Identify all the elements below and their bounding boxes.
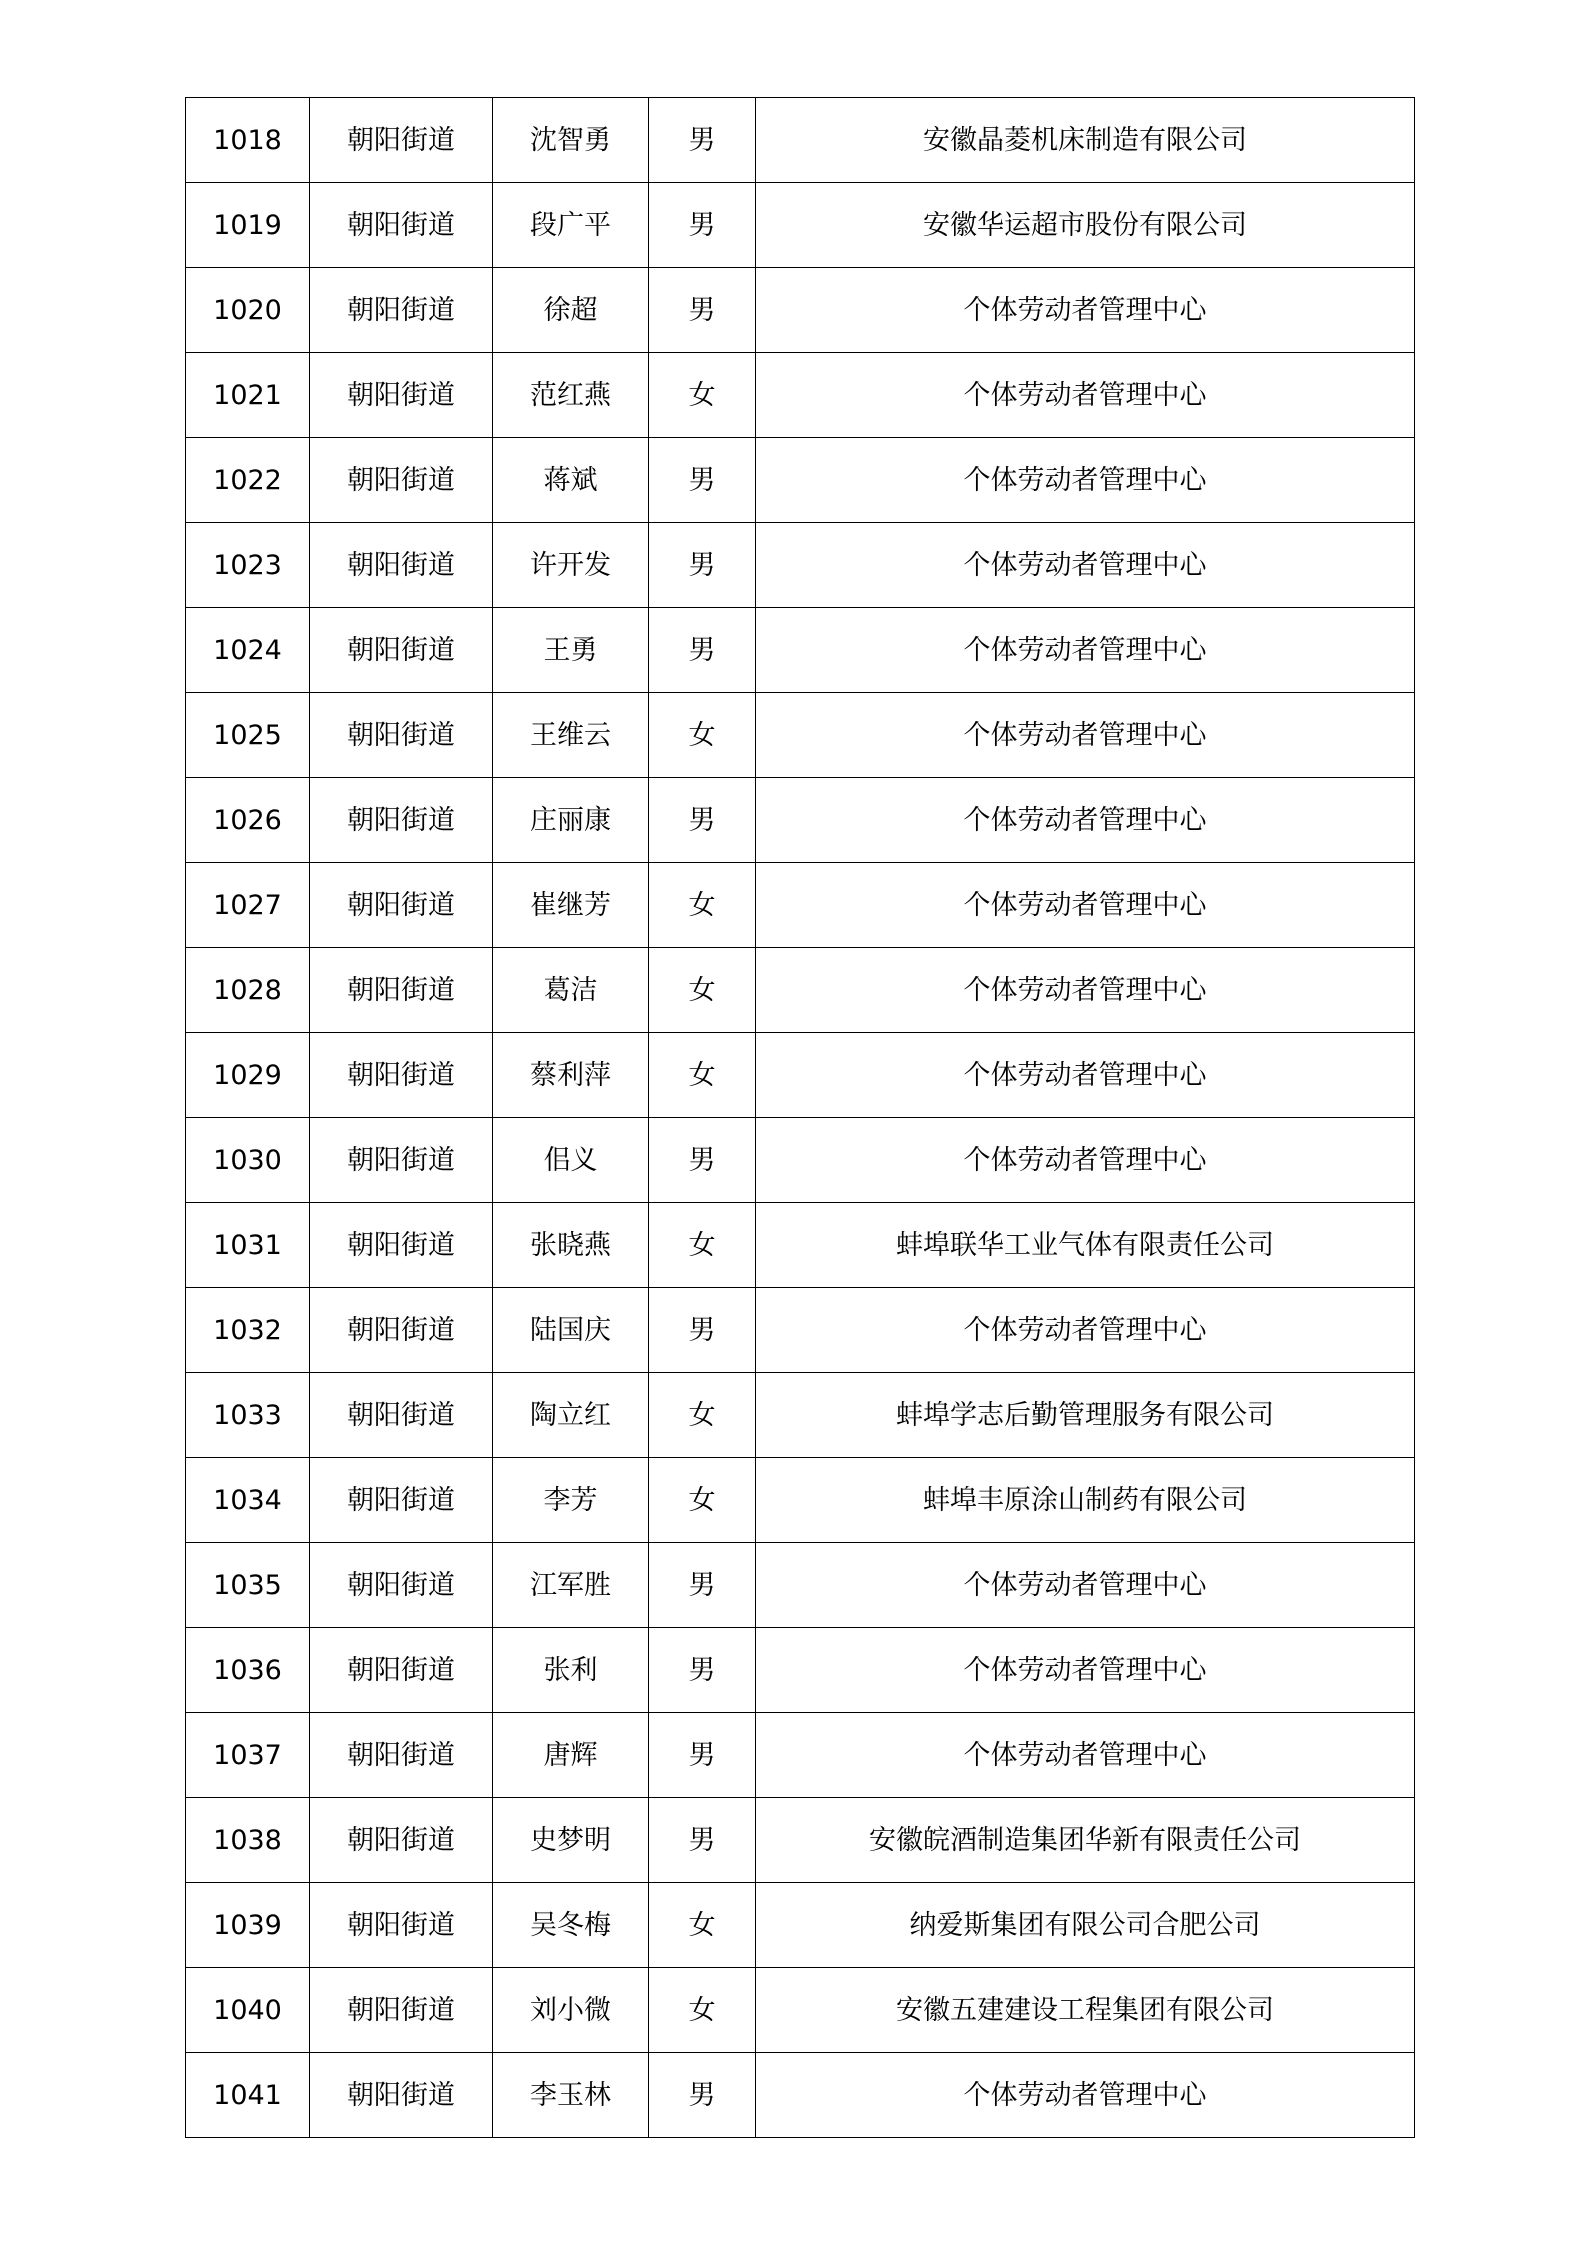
serial-number-cell: 1034 — [186, 1458, 310, 1543]
person-name-cell: 张晓燕 — [493, 1203, 649, 1288]
street-cell: 朝阳街道 — [310, 2053, 493, 2138]
serial-number-cell: 1023 — [186, 523, 310, 608]
gender-cell: 男 — [649, 1628, 756, 1713]
street-cell: 朝阳街道 — [310, 693, 493, 778]
serial-number-cell: 1038 — [186, 1798, 310, 1883]
street-cell: 朝阳街道 — [310, 1373, 493, 1458]
person-name-cell: 沈智勇 — [493, 98, 649, 183]
person-name-cell: 史梦明 — [493, 1798, 649, 1883]
gender-cell: 女 — [649, 1203, 756, 1288]
table-row — [186, 1203, 1415, 1288]
person-name-cell: 徐超 — [493, 268, 649, 353]
serial-number-cell: 1021 — [186, 353, 310, 438]
table-row — [186, 778, 1415, 863]
person-name-cell: 刘小微 — [493, 1968, 649, 2053]
table-row — [186, 1118, 1415, 1203]
gender-cell: 男 — [649, 98, 756, 183]
table-row — [186, 948, 1415, 1033]
gender-cell: 男 — [649, 608, 756, 693]
table-row — [186, 693, 1415, 778]
table-row — [186, 863, 1415, 948]
employer-cell: 安徽晶菱机床制造有限公司 — [756, 98, 1415, 183]
street-cell: 朝阳街道 — [310, 1033, 493, 1118]
street-cell: 朝阳街道 — [310, 1883, 493, 1968]
table-row — [186, 1543, 1415, 1628]
serial-number-cell: 1019 — [186, 183, 310, 268]
person-name-cell: 陆国庆 — [493, 1288, 649, 1373]
street-cell: 朝阳街道 — [310, 608, 493, 693]
table-row — [186, 523, 1415, 608]
gender-cell: 男 — [649, 438, 756, 523]
employer-cell: 个体劳动者管理中心 — [756, 1713, 1415, 1798]
gender-cell: 女 — [649, 1033, 756, 1118]
street-cell: 朝阳街道 — [310, 778, 493, 863]
employer-cell: 蚌埠丰原涂山制药有限公司 — [756, 1458, 1415, 1543]
person-name-cell: 李芳 — [493, 1458, 649, 1543]
employer-cell: 个体劳动者管理中心 — [756, 693, 1415, 778]
gender-cell: 女 — [649, 693, 756, 778]
street-cell: 朝阳街道 — [310, 1543, 493, 1628]
serial-number-cell: 1020 — [186, 268, 310, 353]
gender-cell: 男 — [649, 1798, 756, 1883]
serial-number-cell: 1032 — [186, 1288, 310, 1373]
table-row — [186, 268, 1415, 353]
street-cell: 朝阳街道 — [310, 98, 493, 183]
gender-cell: 女 — [649, 1968, 756, 2053]
street-cell: 朝阳街道 — [310, 863, 493, 948]
street-cell: 朝阳街道 — [310, 268, 493, 353]
street-cell: 朝阳街道 — [310, 1628, 493, 1713]
street-cell: 朝阳街道 — [310, 1458, 493, 1543]
person-name-cell: 蔡利萍 — [493, 1033, 649, 1118]
employer-cell: 蚌埠联华工业气体有限责任公司 — [756, 1203, 1415, 1288]
employer-cell: 蚌埠学志后勤管理服务有限公司 — [756, 1373, 1415, 1458]
table-row — [186, 1288, 1415, 1373]
employer-cell: 个体劳动者管理中心 — [756, 268, 1415, 353]
employer-cell: 安徽华运超市股份有限公司 — [756, 183, 1415, 268]
gender-cell: 男 — [649, 1118, 756, 1203]
gender-cell: 女 — [649, 1883, 756, 1968]
serial-number-cell: 1027 — [186, 863, 310, 948]
serial-number-cell: 1039 — [186, 1883, 310, 1968]
table-row — [186, 1458, 1415, 1543]
street-cell: 朝阳街道 — [310, 353, 493, 438]
table-row — [186, 2053, 1415, 2138]
serial-number-cell: 1024 — [186, 608, 310, 693]
roster-table — [185, 97, 1415, 2138]
street-cell: 朝阳街道 — [310, 1713, 493, 1798]
employer-cell: 个体劳动者管理中心 — [756, 778, 1415, 863]
gender-cell: 女 — [649, 863, 756, 948]
employer-cell: 个体劳动者管理中心 — [756, 608, 1415, 693]
person-name-cell: 吴冬梅 — [493, 1883, 649, 1968]
gender-cell: 男 — [649, 268, 756, 353]
employer-cell: 个体劳动者管理中心 — [756, 353, 1415, 438]
street-cell: 朝阳街道 — [310, 948, 493, 1033]
employer-cell: 个体劳动者管理中心 — [756, 948, 1415, 1033]
gender-cell: 男 — [649, 1288, 756, 1373]
street-cell: 朝阳街道 — [310, 523, 493, 608]
person-name-cell: 王维云 — [493, 693, 649, 778]
serial-number-cell: 1026 — [186, 778, 310, 863]
gender-cell: 男 — [649, 183, 756, 268]
serial-number-cell: 1035 — [186, 1543, 310, 1628]
serial-number-cell: 1036 — [186, 1628, 310, 1713]
person-name-cell: 段广平 — [493, 183, 649, 268]
person-name-cell: 崔继芳 — [493, 863, 649, 948]
person-name-cell: 李玉林 — [493, 2053, 649, 2138]
gender-cell: 男 — [649, 523, 756, 608]
person-name-cell: 张利 — [493, 1628, 649, 1713]
gender-cell: 男 — [649, 2053, 756, 2138]
table-row — [186, 1033, 1415, 1118]
table-row — [186, 1968, 1415, 2053]
street-cell: 朝阳街道 — [310, 1968, 493, 2053]
table-row — [186, 1628, 1415, 1713]
table-row — [186, 1373, 1415, 1458]
serial-number-cell: 1031 — [186, 1203, 310, 1288]
street-cell: 朝阳街道 — [310, 1203, 493, 1288]
employer-cell: 个体劳动者管理中心 — [756, 863, 1415, 948]
street-cell: 朝阳街道 — [310, 1118, 493, 1203]
employer-cell: 个体劳动者管理中心 — [756, 438, 1415, 523]
street-cell: 朝阳街道 — [310, 183, 493, 268]
serial-number-cell: 1030 — [186, 1118, 310, 1203]
gender-cell: 女 — [649, 1458, 756, 1543]
serial-number-cell: 1037 — [186, 1713, 310, 1798]
employer-cell: 个体劳动者管理中心 — [756, 1288, 1415, 1373]
employer-cell: 个体劳动者管理中心 — [756, 2053, 1415, 2138]
serial-number-cell: 1022 — [186, 438, 310, 523]
person-name-cell: 许开发 — [493, 523, 649, 608]
roster-table-body — [186, 98, 1415, 2138]
table-row — [186, 183, 1415, 268]
person-name-cell: 蒋斌 — [493, 438, 649, 523]
table-row — [186, 98, 1415, 183]
serial-number-cell: 1025 — [186, 693, 310, 778]
street-cell: 朝阳街道 — [310, 1288, 493, 1373]
gender-cell: 男 — [649, 1713, 756, 1798]
gender-cell: 男 — [649, 1543, 756, 1628]
employer-cell: 纳爱斯集团有限公司合肥公司 — [756, 1883, 1415, 1968]
table-row — [186, 1883, 1415, 1968]
serial-number-cell: 1033 — [186, 1373, 310, 1458]
employer-cell: 个体劳动者管理中心 — [756, 1543, 1415, 1628]
table-row — [186, 1798, 1415, 1883]
table-row — [186, 608, 1415, 693]
employer-cell: 个体劳动者管理中心 — [756, 523, 1415, 608]
street-cell: 朝阳街道 — [310, 438, 493, 523]
serial-number-cell: 1040 — [186, 1968, 310, 2053]
serial-number-cell: 1018 — [186, 98, 310, 183]
serial-number-cell: 1028 — [186, 948, 310, 1033]
gender-cell: 男 — [649, 778, 756, 863]
employer-cell: 个体劳动者管理中心 — [756, 1033, 1415, 1118]
table-row — [186, 353, 1415, 438]
person-name-cell: 王勇 — [493, 608, 649, 693]
person-name-cell: 葛洁 — [493, 948, 649, 1033]
employer-cell: 安徽皖酒制造集团华新有限责任公司 — [756, 1798, 1415, 1883]
serial-number-cell: 1029 — [186, 1033, 310, 1118]
table-row — [186, 438, 1415, 523]
employer-cell: 个体劳动者管理中心 — [756, 1628, 1415, 1713]
person-name-cell: 江军胜 — [493, 1543, 649, 1628]
employer-cell: 个体劳动者管理中心 — [756, 1118, 1415, 1203]
person-name-cell: 庄丽康 — [493, 778, 649, 863]
serial-number-cell: 1041 — [186, 2053, 310, 2138]
person-name-cell: 陶立红 — [493, 1373, 649, 1458]
table-row — [186, 1713, 1415, 1798]
street-cell: 朝阳街道 — [310, 1798, 493, 1883]
gender-cell: 女 — [649, 353, 756, 438]
person-name-cell: 佀义 — [493, 1118, 649, 1203]
person-name-cell: 唐辉 — [493, 1713, 649, 1798]
person-name-cell: 范红燕 — [493, 353, 649, 438]
gender-cell: 女 — [649, 1373, 756, 1458]
gender-cell: 女 — [649, 948, 756, 1033]
employer-cell: 安徽五建建设工程集团有限公司 — [756, 1968, 1415, 2053]
